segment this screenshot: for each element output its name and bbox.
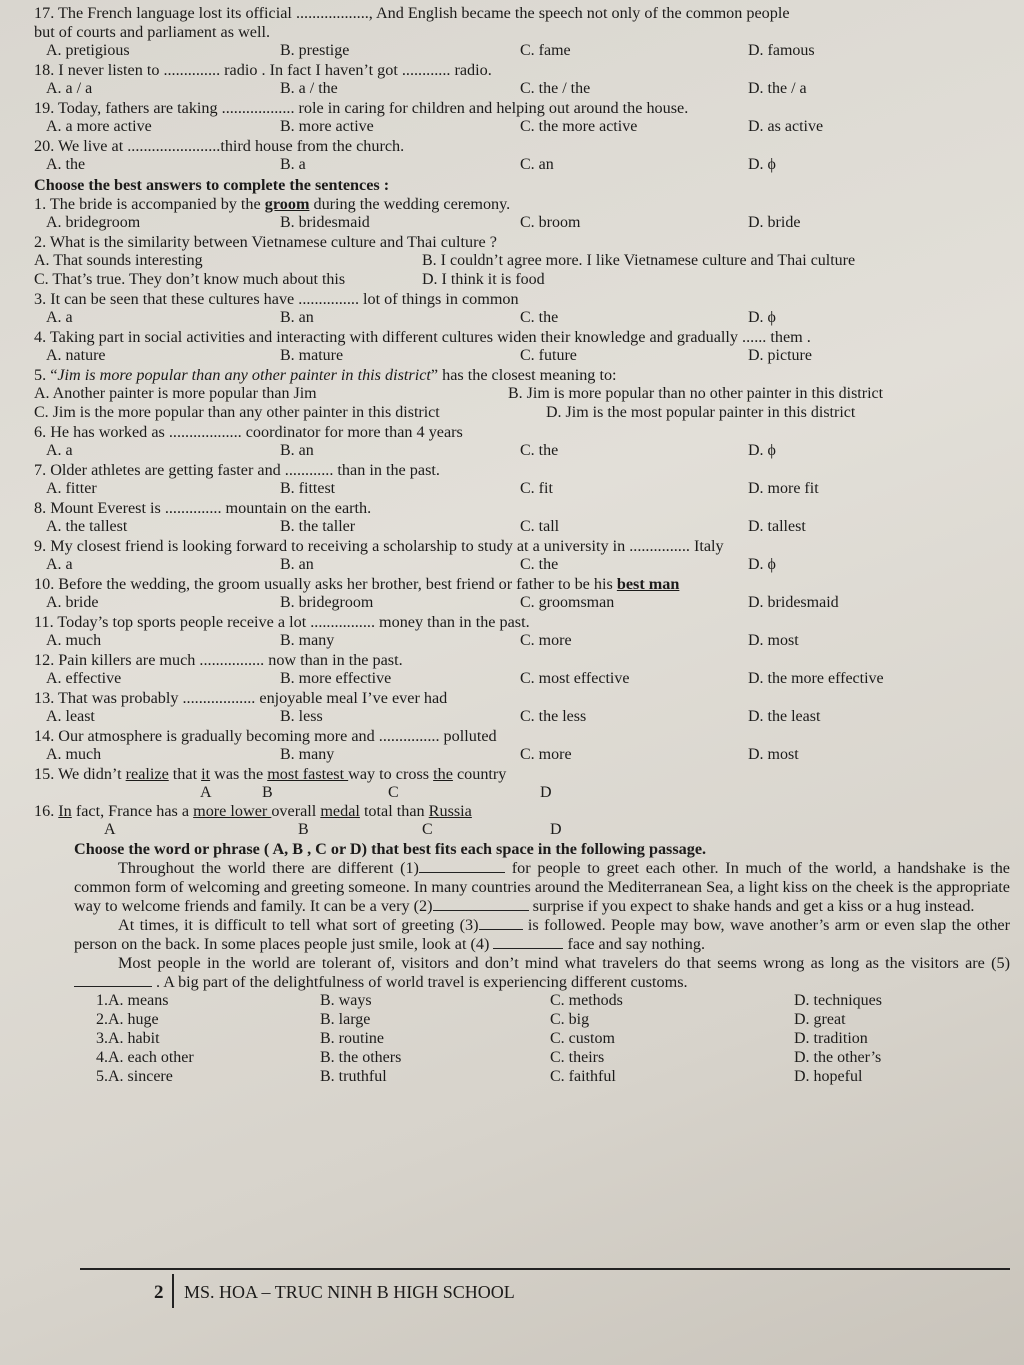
passage [34, 859, 1010, 992]
option-a: A. the [46, 156, 86, 173]
sentence-8: 8. Mount Everest is .............. mountain on the earth. [34, 499, 372, 517]
sentence-11: 11. Today’s top sports people receive a lot ................ money than in the past. [34, 613, 530, 631]
sentence-10-pre: 10. Before the wedding, the groom usually asks her brother, best friend or father to be his [34, 575, 617, 593]
passage-options-1 [84, 992, 1014, 1011]
passage-paragraph-2 [74, 916, 1010, 954]
passage-options-2 [84, 1011, 1014, 1030]
option-d: D. I think it is food [422, 271, 545, 288]
option-d: D. as active [748, 118, 824, 135]
sentence-2-options-cd [34, 271, 1014, 290]
option-a: 2.A. huge [96, 1011, 159, 1028]
s16-underlined-d: Russia [428, 802, 472, 820]
question-18: 18. I never listen to .............. radio . In fact I haven’t got ............ radio. [34, 61, 492, 79]
sentence-16 [34, 802, 1014, 821]
option-a: A. bridegroom [46, 214, 141, 231]
option-c: C. broom [520, 214, 581, 231]
option-d: D. ϕ [748, 556, 776, 573]
sentence-5 [34, 366, 1014, 385]
sentence-2: 2. What is the similarity between Vietnamese culture and Thai culture ? [34, 233, 497, 251]
option-c: C. the [520, 309, 559, 326]
blank-2 [433, 910, 529, 911]
sentence-13: 13. That was probably .................. enjoyable meal I’ve ever had [34, 689, 448, 707]
letter-d: D [540, 784, 552, 801]
option-d: D. great [794, 1011, 846, 1028]
sentence-2-options-ab [34, 252, 1014, 271]
s16-underlined-b: more lower [193, 802, 272, 820]
passage-options-4 [84, 1049, 1014, 1068]
question-19: 19. Today, fathers are taking .................. role in caring for children and helping out around the house. [34, 99, 689, 117]
option-c: C. faithful [550, 1068, 616, 1085]
option-a: A. effective [46, 670, 122, 687]
option-b: B. prestige [280, 42, 350, 59]
option-d: D. the more effective [748, 670, 884, 687]
option-d: D. the / a [748, 80, 807, 97]
option-c: C. the less [520, 708, 587, 725]
sentence-7-options [34, 480, 1014, 499]
option-b: B. a / the [280, 80, 338, 97]
sentence-1-options [34, 214, 1014, 233]
question-17-continuation: but of courts and parliament as well. [34, 23, 270, 41]
option-b: B. many [280, 632, 335, 649]
option-b: B. more effective [280, 670, 392, 687]
letter-a: A [104, 821, 116, 838]
option-b: B. routine [320, 1030, 384, 1047]
option-a: 1.A. means [96, 992, 169, 1009]
option-c: C. the more active [520, 118, 638, 135]
sentence-10-keyword: best man [616, 575, 680, 593]
question-20: 20. We live at .......................third house from the church. [34, 137, 405, 155]
option-b: B. the taller [280, 518, 356, 535]
option-a: A. much [46, 632, 102, 649]
s15-text-2: that [168, 765, 202, 783]
option-a: 3.A. habit [96, 1030, 160, 1047]
s16-text-3: overall [271, 802, 321, 820]
footer-school: MS. HOA – TRUC NINH B HIGH SCHOOL [184, 1282, 515, 1302]
option-a: A. a [46, 442, 73, 459]
sentence-4: 4. Taking part in social activities and interacting with different cultures widen their knowledge and gradually ...... them . [34, 328, 811, 346]
option-d: D. the least [748, 708, 821, 725]
sentence-14-options [34, 746, 1014, 765]
sentence-1 [34, 195, 1014, 214]
option-b: B. a [280, 156, 306, 173]
option-a: A. a [46, 556, 73, 573]
option-b: B. an [280, 309, 314, 326]
question-19-options [34, 118, 1014, 137]
s15-underlined-a: realize [125, 765, 169, 783]
sentence-8-options [34, 518, 1014, 537]
sentence-11-options [34, 632, 1014, 651]
blank-5 [74, 986, 152, 987]
option-a: A. a / a [46, 80, 93, 97]
option-d: D. bride [748, 214, 801, 231]
s15-text-1: 15. We didn’t [34, 765, 126, 783]
p2-text-b: is followed. People may bow, wave another’s arm or even slap the other person on the back. In some places people just smile, look at (4) [74, 916, 1010, 953]
option-a: A. a [46, 309, 73, 326]
sentence-12: 12. Pain killers are much ................ now than in the past. [34, 651, 403, 669]
sentence-5-post: ” has the closest meaning to: [430, 366, 617, 384]
option-b: B. truthful [320, 1068, 387, 1085]
option-a: A. That sounds interesting [34, 252, 203, 269]
sentence-1-keyword: groom [264, 195, 310, 213]
s16-underlined-c: medal [320, 802, 360, 820]
letter-c: C [388, 784, 399, 801]
option-d: D. most [748, 746, 799, 763]
worksheet-content [34, 4, 1014, 1087]
option-a: A. the tallest [46, 518, 128, 535]
option-c: C. the / the [520, 80, 591, 97]
option-d: D. ϕ [748, 442, 776, 459]
option-d: D. Jim is the most popular painter in this district [546, 404, 856, 421]
option-b: B. Jim is more popular than no other painter in this district [508, 385, 884, 402]
letter-b: B [262, 784, 273, 801]
letter-b: B [298, 821, 309, 838]
sentence-10 [34, 575, 1014, 594]
option-d: D. most [748, 632, 799, 649]
option-c: C. custom [550, 1030, 615, 1047]
option-a: A. Another painter is more popular than Jim [34, 385, 317, 402]
option-b: B. bridesmaid [280, 214, 370, 231]
passage-options-3 [84, 1030, 1014, 1049]
sentence-1-pre: 1. The bride is accompanied by the [34, 195, 265, 213]
option-d: D. picture [748, 347, 812, 364]
option-c: C. tall [520, 518, 560, 535]
option-c: C. more [520, 632, 572, 649]
sentence-12-options [34, 670, 1014, 689]
option-c: C. theirs [550, 1049, 605, 1066]
sentence-4-options [34, 347, 1014, 366]
option-a: 5.A. sincere [96, 1068, 173, 1085]
option-a: 4.A. each other [96, 1049, 194, 1066]
passage-paragraph-1 [74, 859, 1010, 916]
sentence-6-options [34, 442, 1014, 461]
option-c: C. an [520, 156, 554, 173]
option-b: B. mature [280, 347, 344, 364]
option-d: D. famous [748, 42, 815, 59]
s15-text-3: was the [210, 765, 268, 783]
option-b: B. ways [320, 992, 372, 1009]
letter-d: D [550, 821, 562, 838]
option-c: C. future [520, 347, 577, 364]
sentence-13-options [34, 708, 1014, 727]
option-b: B. large [320, 1011, 371, 1028]
question-20-options [34, 156, 1014, 175]
sentence-10-options [34, 594, 1014, 613]
option-a: A. pretigious [46, 42, 130, 59]
sentence-9: 9. My closest friend is looking forward to receiving a scholarship to study at a university in ............... Italy [34, 537, 724, 555]
s16-text-2: fact, France has a [71, 802, 194, 820]
option-b: B. fittest [280, 480, 336, 497]
sentence-3: 3. It can be seen that these cultures have ............... lot of things in common [34, 290, 519, 308]
option-c: C. Jim is the more popular than any other painter in this district [34, 404, 440, 421]
option-a: A. much [46, 746, 102, 763]
option-c: C. most effective [520, 670, 630, 687]
blank-1 [419, 872, 505, 873]
option-c: C. more [520, 746, 572, 763]
question-17-options [34, 42, 1014, 61]
option-a: A. least [46, 708, 95, 725]
option-b: B. many [280, 746, 335, 763]
passage-options [34, 992, 1014, 1087]
option-d: D. hopeful [794, 1068, 863, 1085]
option-a: A. fitter [46, 480, 97, 497]
sentence-5-pre: 5. “ [34, 366, 58, 384]
option-c: C. fame [520, 42, 571, 59]
option-b: B. the others [320, 1049, 402, 1066]
option-b: B. an [280, 442, 314, 459]
page-footer [80, 1268, 1010, 1310]
option-c: C. groomsman [520, 594, 615, 611]
p1-text-c: surprise if you expect to shake hands and get a kiss or a hug instead. [528, 897, 975, 915]
option-c: C. the [520, 442, 559, 459]
option-b: B. I couldn’t agree more. I like Vietnamese culture and Thai culture [422, 252, 856, 269]
s15-underlined-b: it [201, 765, 211, 783]
option-b: B. more active [280, 118, 374, 135]
sentence-5-options-ab [34, 385, 1014, 404]
s15-underlined-d: the [433, 765, 453, 783]
sentence-15 [34, 765, 1014, 784]
question-17: 17. The French language lost its official .................., And English became the speech not only of the common people [34, 4, 790, 22]
p2-text-c: face and say nothing. [563, 935, 706, 953]
s15-underlined-c: most fastest [267, 765, 349, 783]
option-a: A. a more active [46, 118, 152, 135]
p2-text-a: At times, it is difficult to tell what sort of greeting (3) [118, 916, 479, 934]
option-d: D. techniques [794, 992, 882, 1009]
option-d: D. tradition [794, 1030, 868, 1047]
s16-text-4: total than [359, 802, 429, 820]
option-c: C. the [520, 556, 559, 573]
option-a: A. bride [46, 594, 99, 611]
p3-text-b: . A big part of the delightfulness of world travel is experiencing different customs. [152, 973, 688, 991]
option-c: C. big [550, 1011, 590, 1028]
option-b: B. less [280, 708, 323, 725]
s16-underlined-a: In [58, 802, 72, 820]
sentence-7: 7. Older athletes are getting faster and ............ than in the past. [34, 461, 440, 479]
p1-text-b: for people to greet each other. In much of the world, a handshake is the common form of welcoming and greeting someone. In many countries around the Mediterranean Sea, a light kiss on the cheek is the appropriate way to welcome friends and family. It can be a very (2) [74, 859, 1010, 915]
sentence-14: 14. Our atmosphere is gradually becoming more and ............... polluted [34, 727, 497, 745]
option-d: D. the other’s [794, 1049, 882, 1066]
sentence-1-post: during the wedding ceremony. [309, 195, 511, 213]
section-heading-sentences: Choose the best answers to complete the sentences : [34, 176, 390, 194]
question-18-options [34, 80, 1014, 99]
option-d: D. ϕ [748, 156, 776, 173]
sentence-5-options-cd [34, 404, 1014, 423]
option-b: B. an [280, 556, 314, 573]
p1-text-a: Throughout the world there are different (1) [118, 859, 419, 877]
page-number: 2 [154, 1282, 164, 1303]
footer-divider [172, 1274, 174, 1308]
s16-text-1: 16. [34, 802, 59, 820]
sentence-5-quote: Jim is more popular than any other painter in this district [57, 366, 431, 384]
sentence-3-options [34, 309, 1014, 328]
sentence-6: 6. He has worked as .................. coordinator for more than 4 years [34, 423, 463, 441]
option-a: A. nature [46, 347, 106, 364]
passage-options-5 [84, 1068, 1014, 1087]
blank-3 [479, 929, 523, 930]
option-d: D. more fit [748, 480, 819, 497]
option-d: D. ϕ [748, 309, 776, 326]
s15-text-4: way to cross [348, 765, 434, 783]
option-c: C. methods [550, 992, 623, 1009]
option-d: D. tallest [748, 518, 806, 535]
option-c: C. fit [520, 480, 553, 497]
section-heading-passage: Choose the word or phrase ( A, B , C or D) that best fits each space in the following passage. [74, 840, 707, 858]
sentence-15-letters [34, 784, 1014, 802]
sentence-9-options [34, 556, 1014, 575]
letter-c: C [422, 821, 433, 838]
option-d: D. bridesmaid [748, 594, 839, 611]
option-c: C. That’s true. They don’t know much about this [34, 271, 346, 288]
blank-4 [493, 948, 563, 949]
sentence-16-letters [34, 821, 1014, 839]
option-b: B. bridegroom [280, 594, 374, 611]
p3-text-a: Most people in the world are tolerant of, visitors and don’t mind what travelers do that seems wrong as long as the visitors are (5) [118, 954, 1010, 972]
passage-paragraph-3 [74, 954, 1010, 992]
s15-text-5: country [452, 765, 507, 783]
letter-a: A [200, 784, 212, 801]
